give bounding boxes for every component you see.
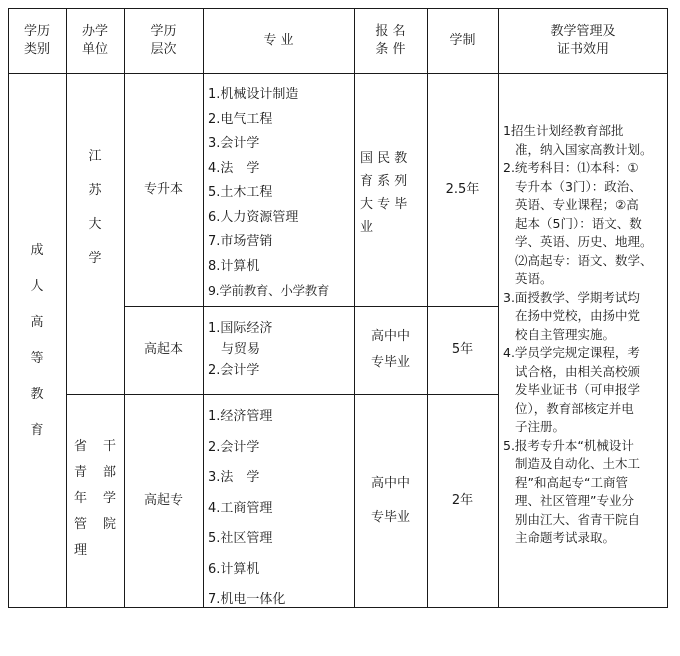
program-requirement: 国 民 教 育 系 列 大 专 毕 业 xyxy=(360,151,408,235)
col-divider-6 xyxy=(498,8,499,608)
list-item: 5.土木工程 xyxy=(208,185,273,200)
list-item: 8.计算机 xyxy=(208,258,260,274)
list-item: 4.工商管理 xyxy=(208,500,273,516)
list-item: 1.国际经济 xyxy=(208,321,273,336)
header-divider xyxy=(8,73,668,74)
program-level: 专升本 xyxy=(143,181,183,197)
list-item: 3.法 学 xyxy=(208,470,260,485)
program-duration: 2年 xyxy=(451,493,474,508)
management-notes xyxy=(503,122,665,548)
program-level: 高起本 xyxy=(143,342,183,357)
list-item: 与贸易 xyxy=(208,342,261,357)
header-requirement: 报 名 条 件 xyxy=(375,23,406,57)
list-item: 4.法 学 xyxy=(208,160,260,176)
institution-jiangsu-university: 江 苏 大 学 xyxy=(88,149,102,266)
list-item: 7.市场营销 xyxy=(208,234,273,249)
major-list xyxy=(208,402,352,616)
list-item: 2.会计学 xyxy=(208,363,260,378)
list-item: 5.社区管理 xyxy=(208,531,273,546)
program-duration: 5年 xyxy=(451,342,474,357)
list-item: 1.经济管理 xyxy=(208,409,273,424)
list-item: 9.学前教育、小学教育 xyxy=(208,283,330,298)
note-item: 4.学员学完规定课程，考 试合格，由相关高校颁 发毕业证书（可申报学 位），教育部核定并电 子注册。 xyxy=(503,345,641,434)
header-institution: 办学 单位 xyxy=(81,23,108,57)
header-category: 学历 类别 xyxy=(23,23,50,57)
note-item: 3.面授教学、学期考试均 在扬中党校，由扬中党 校自主管理实施。 xyxy=(503,289,641,342)
header-level: 学历 层次 xyxy=(150,23,177,57)
list-item: 2.电气工程 xyxy=(208,111,273,127)
note-item: 2.统考科目：⑴本科：① 专升本（3门）：政治、 英语、专业课程；②高 起本（5门）：语文、数 学、英语、历史、地理。 ⑵高起专：语文、数学、 英语。 xyxy=(503,160,653,286)
list-item: 6.计算机 xyxy=(208,561,260,577)
program-requirement: 高中中 专毕业 xyxy=(370,329,410,370)
list-item: 7.机电一体化 xyxy=(208,592,286,607)
note-item: 5.报考专升本“机械设计 制造及自动化、土木工 程”和高起专“工商管 理、社区管理”专业分 别由江大、省青干院自 主命题考试录取。 xyxy=(503,437,641,545)
program-requirement: 高中中 专毕业 xyxy=(370,476,410,525)
list-item: 6.人力资源管理 xyxy=(208,209,299,225)
category-adult-higher-education: 成 人 高 等 教 育 xyxy=(30,242,44,438)
list-item: 3.会计学 xyxy=(208,136,260,151)
major-list xyxy=(208,83,352,304)
col-divider-3 xyxy=(203,8,204,608)
header-management: 教学管理及 证书效用 xyxy=(550,23,616,57)
list-item: 1.机械设计制造 xyxy=(208,87,299,102)
header-duration: 学制 xyxy=(449,32,476,48)
institution-youth-cadre-college: 省 干 青 部 年 学 管 院 理 xyxy=(74,439,116,558)
note-item: 1招生计划经教育部批 准，纳入国家高教计划。 xyxy=(503,123,653,157)
header-major: 专 业 xyxy=(263,32,294,48)
program-duration: 2.5年 xyxy=(445,181,480,197)
program-level: 高起专 xyxy=(143,493,183,508)
major-list xyxy=(208,318,352,381)
list-item: 2.会计学 xyxy=(208,439,260,455)
